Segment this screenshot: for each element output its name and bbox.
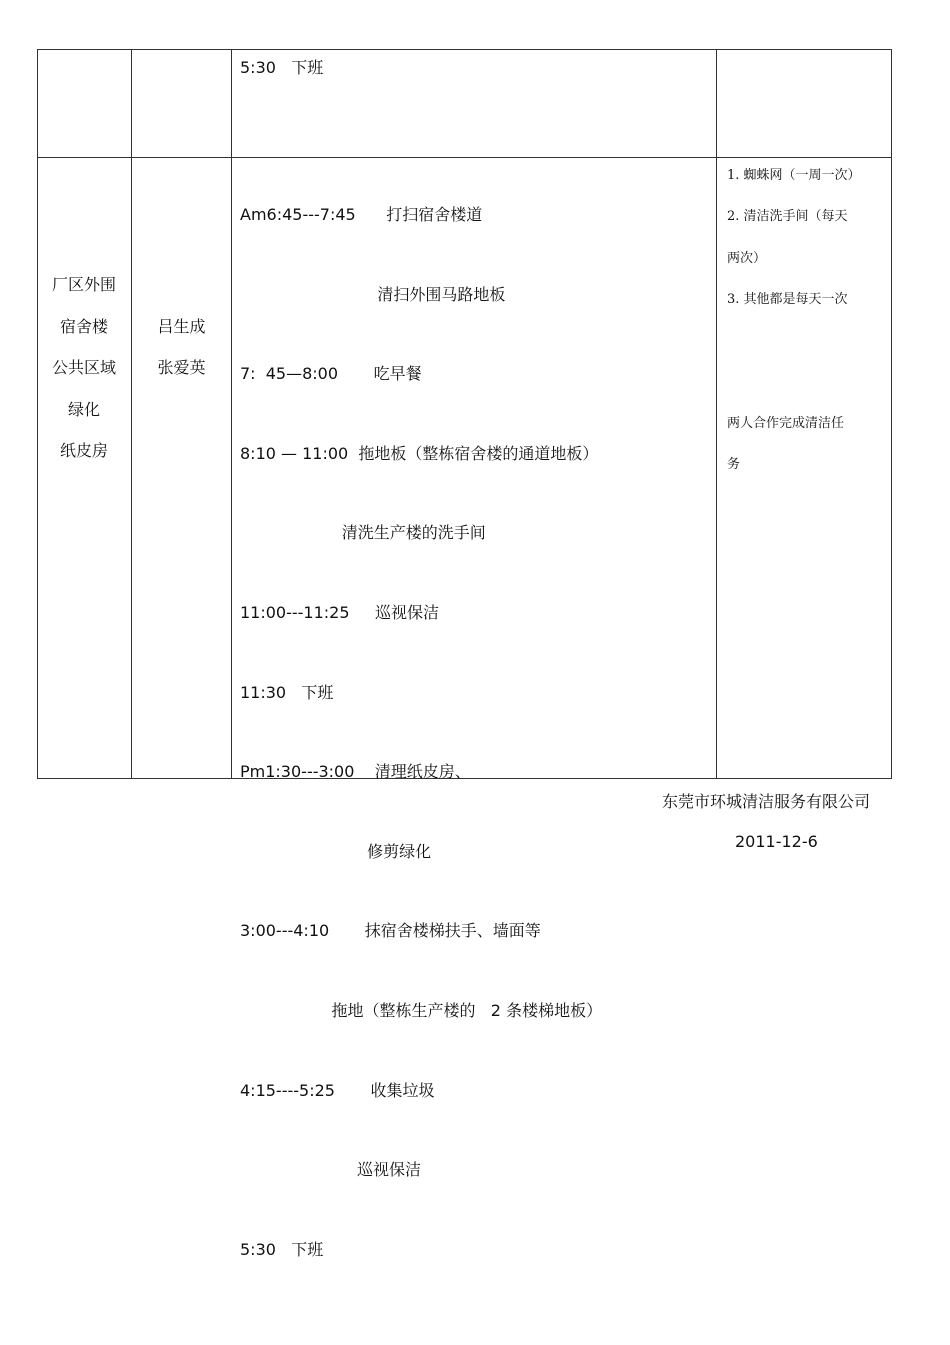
schedule-line: 11:30 下班 [240, 682, 334, 702]
document-date: 2011-12-6 [735, 832, 818, 851]
schedule-line: 4:15----5:25 收集垃圾 [240, 1080, 435, 1100]
area-line: 公共区域 [51, 358, 116, 377]
note-line: 两次） [727, 250, 767, 266]
note-line: 3. 其他都是每天一次 [727, 291, 848, 307]
col-divider-3 [716, 49, 717, 779]
area-line: 宿舍楼 [59, 316, 108, 336]
schedule-line: 清扫外围马路地板 [240, 284, 506, 304]
row-divider [37, 157, 892, 158]
schedule-line: 8:10 — 11:00 拖地板（整栋宿舍楼的通道地板） [240, 443, 599, 463]
staff-name: 吕生成 [157, 317, 206, 336]
area-line: 厂区外围 [51, 275, 116, 294]
schedule-cell [240, 165, 602, 1317]
prev-row-schedule: 5:30 下班 [240, 58, 324, 77]
schedule-line: Am6:45---7:45 打扫宿舍楼道 [240, 205, 483, 224]
schedule-line: 修剪绿化 [240, 841, 432, 861]
note-line [727, 371, 877, 412]
schedule-line: 7: 45—8:00 吃早餐 [240, 364, 422, 384]
schedule-line: Pm1:30---3:00 清理纸皮房、 [240, 762, 471, 782]
area-cell [37, 264, 131, 472]
company-name: 东莞市环城清洁服务有限公司 [661, 792, 870, 811]
schedule-line: 11:00---11:25 巡视保洁 [240, 602, 439, 622]
staff-name: 张爱英 [157, 358, 206, 377]
note-line: 两人合作完成清洁任 [727, 415, 845, 431]
notes-cell [727, 165, 877, 495]
col-divider-2 [231, 49, 232, 779]
col-divider-1 [131, 49, 132, 779]
area-line: 绿化 [67, 399, 100, 419]
note-line: 务 [727, 457, 741, 473]
schedule-line: 清洗生产楼的洗手间 [240, 523, 486, 543]
table-border-right [891, 49, 892, 779]
schedule-line: 拖地（整栋生产楼的 2 条楼梯地板） [240, 1000, 603, 1020]
schedule-line: 3:00---4:10 抹宿舍楼梯扶手、墙面等 [240, 921, 541, 941]
schedule-line: 巡视保洁 [240, 1160, 421, 1180]
area-line: 纸皮房 [59, 441, 108, 460]
note-line: 1. 蜘蛛网（一周一次） [727, 168, 861, 183]
table-border-top [37, 49, 892, 50]
staff-cell [132, 306, 231, 388]
note-line: 2. 清洁洗手间（每天 [727, 209, 848, 225]
note-line [727, 330, 877, 371]
schedule-line: 5:30 下班 [240, 1239, 324, 1259]
